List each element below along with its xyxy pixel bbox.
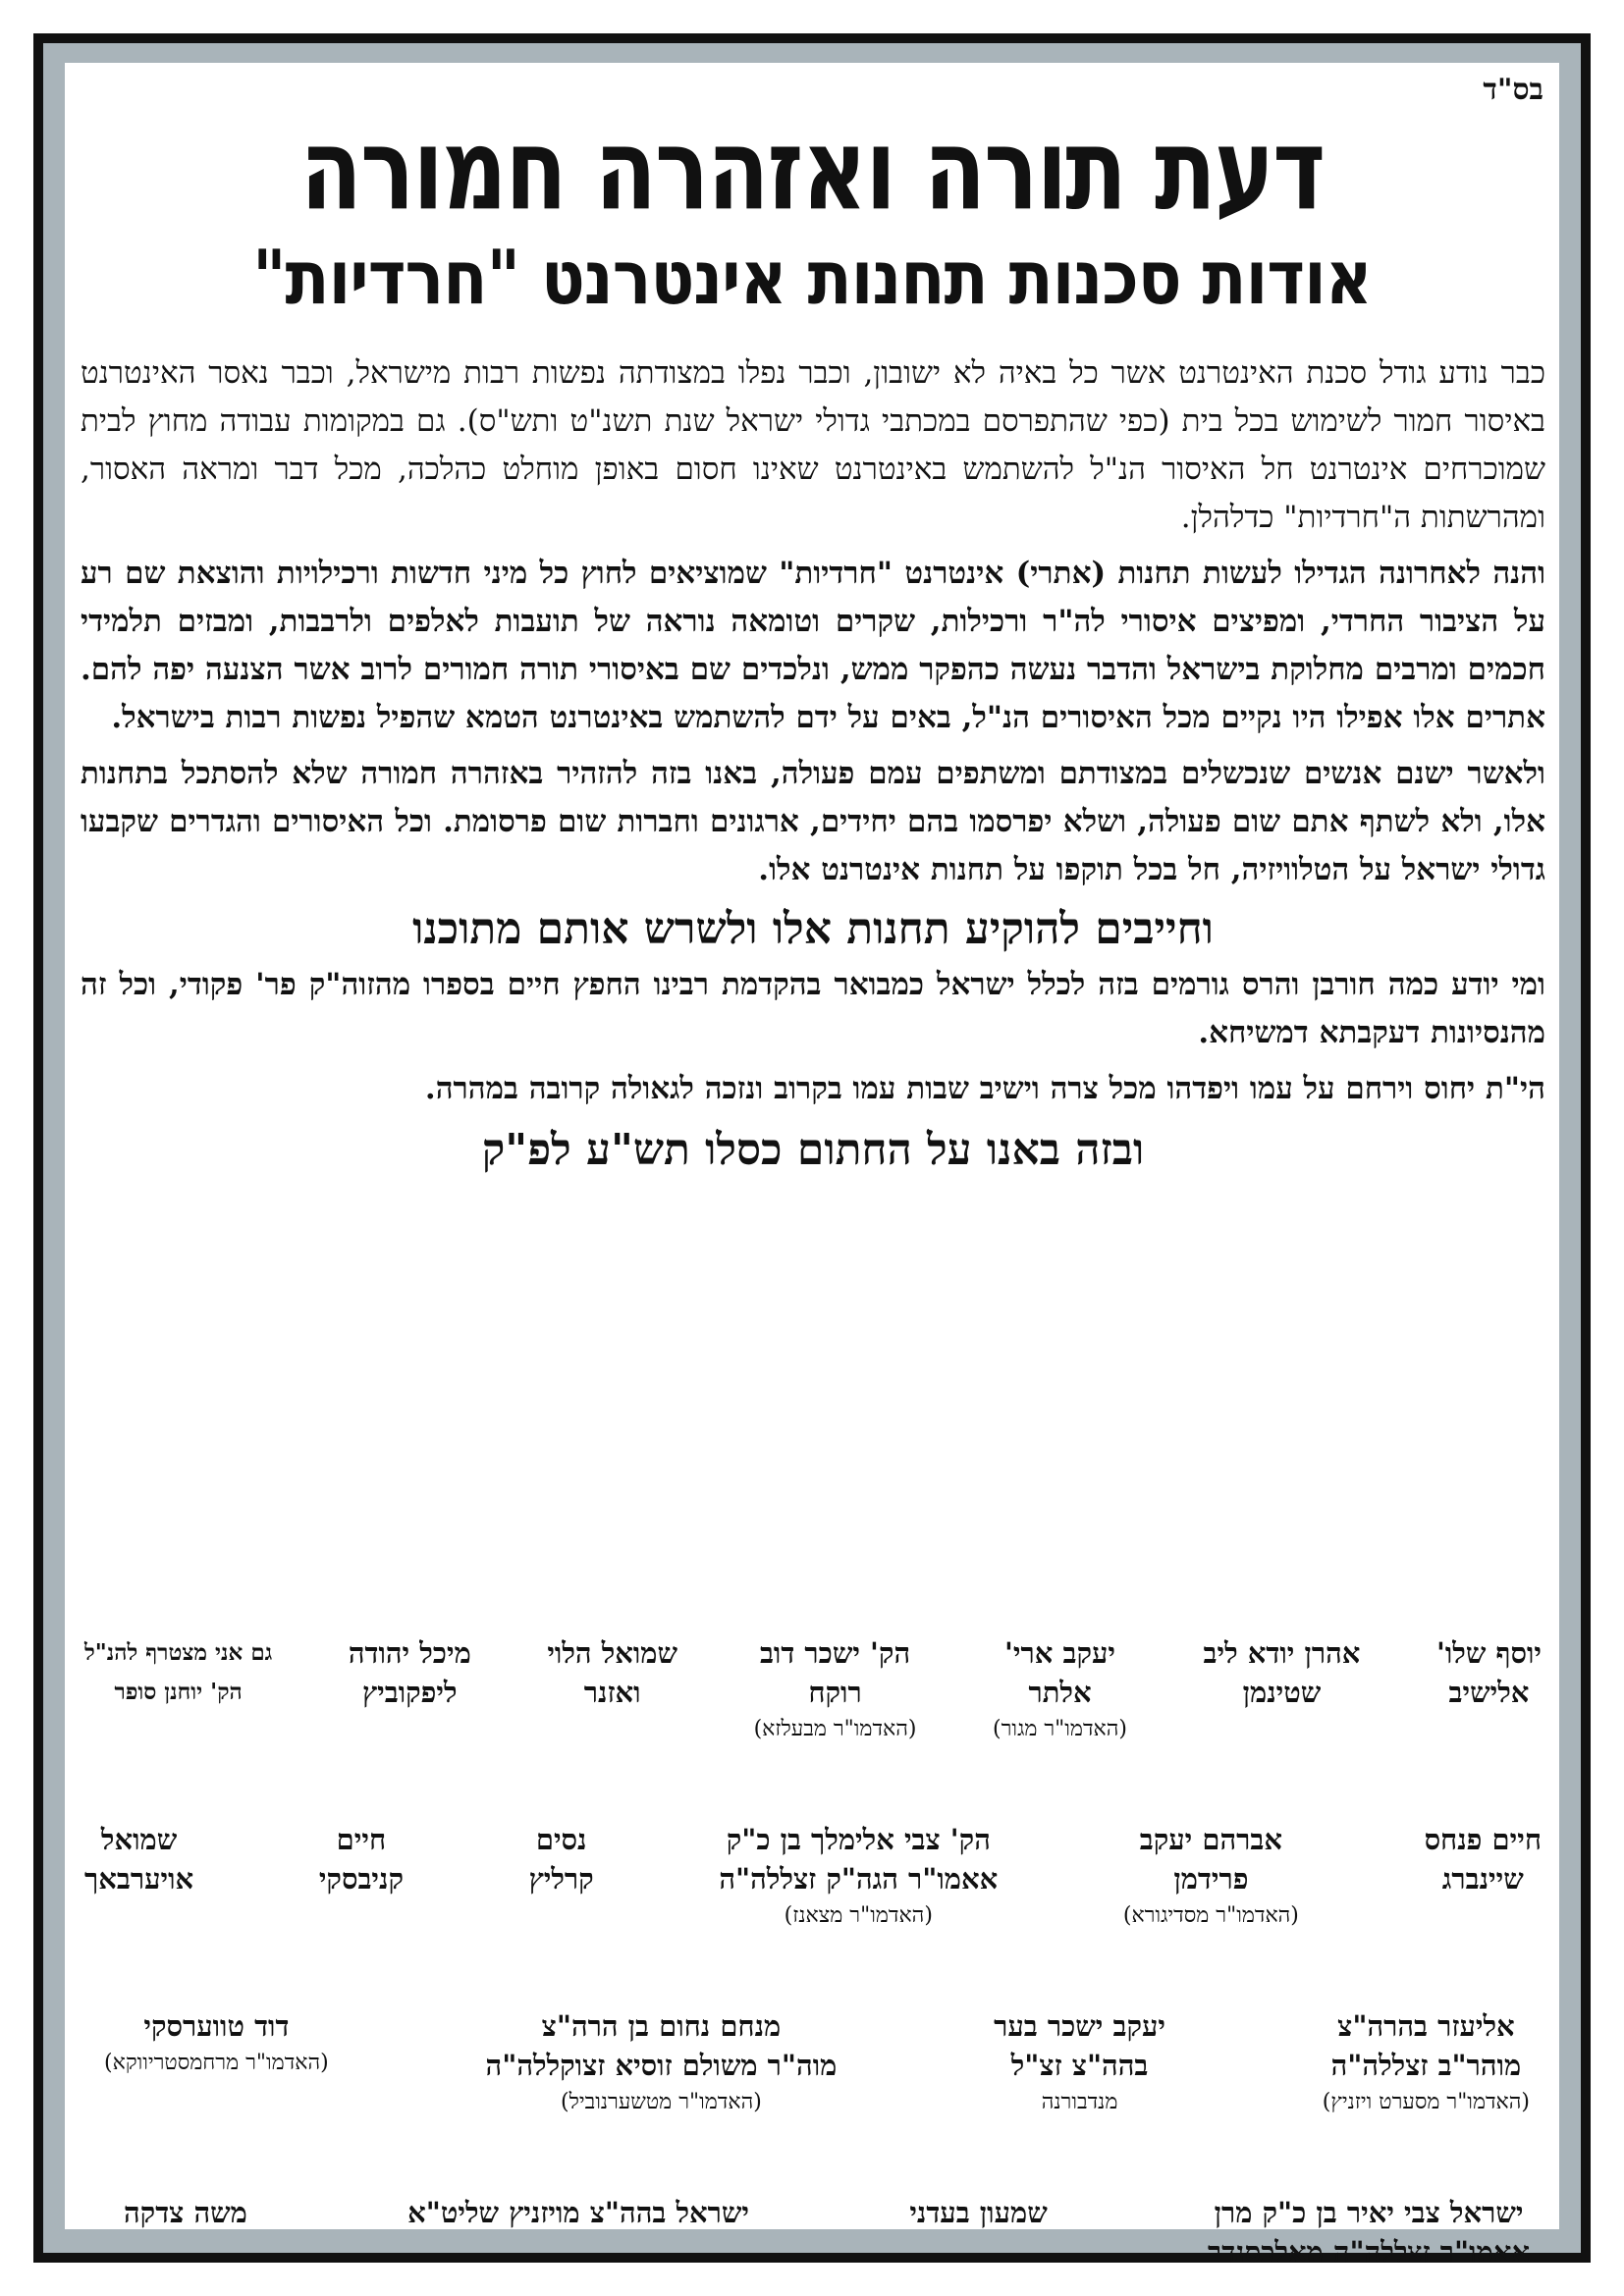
outer-border	[33, 33, 1591, 2269]
signature: גם אני מצטרף להנ"ל הק' יוחנן סופר	[84, 1639, 273, 1705]
signature: אהרן יודא ליב שטינמן	[1203, 1636, 1361, 1709]
signature: ישראל בהה"צ מויזניץ שליט"א	[407, 2196, 750, 2229]
signature: הק' צבי אלימלך בן כ"ק אאמו"ר הגה"ק זצללה"ה (האדמו"ר מצאנז)	[719, 1823, 999, 1928]
signature: משה צדקה	[124, 2196, 247, 2229]
signature: שמואל אויערבאך	[84, 1823, 194, 1896]
signature-row-1	[84, 1633, 1542, 1747]
center-heading: וחייבים להוקיע תחנות אלו ולשרש אותם מתוכנו	[412, 904, 1214, 954]
closing-line: ובזה באנו על החתום כסלו תש"ע לפ"ק	[481, 1125, 1145, 1175]
notice-page	[65, 63, 1559, 2269]
paragraph-5: הי"ת יחוס וירחם על עמו ויפדהו מכל צרה וישיב שבות עמו בקרוב ונזכה לגאולה קרובה במהרה.	[424, 1071, 1545, 1106]
signature-row-2	[84, 1820, 1542, 1934]
body-text	[81, 349, 1545, 1178]
signature: מיכל יהודה ליפקוביץ	[348, 1636, 471, 1709]
signature: אברהם יעקב פרידמן (האדמו"ר מסדיגורא)	[1122, 1823, 1299, 1928]
paragraph-1: כבר נודע גודל סכנת האינטרנט אשר כל באיה לא ישובון, וכבר נפלו במצודתה נפשות רבות מישראל, וכבר נאסר האינטרנט באיסור חמור לשימוש בכל בית (כפי שהתפרסם במכתבי גדולי ישראל שנת תשנ"ט ותש"ס). גם במקומות עבודה מחוץ לבית שמוכרחים אינטרנט חל האיסור הנ"ל להשתמש באינטרנט שאינו חסום באופן מוחלט כהלכה, מכל דבר ומראה האסור, ומהרשתות ה"חרדיות" כדלהלן.	[81, 355, 1545, 535]
signature: הק' ישכר דוב רוקח (האדמו"ר מבעלזא)	[753, 1636, 917, 1741]
paragraph-2: והנה לאחרונה הגדילו לעשות תחנות (אתרי) אינטרנט "חרדיות" שמוציאים לחוץ כל מיני חדשות ורכילויות והוצאת שם רע על הציבור החרדי, ומפיצים איסורי לה"ר ורכילות, שקרים וטומאה נוראה של תועבות לאלפים ולרבבות, ומבזים תלמידי חכמים ומרבים מחלוקת בישראל והדבר נעשה כהפקר ממש, ונלכדים שם באיסורי תורה חמורים לרוב אשר הצנעה יפה להם. אתרים אלו אפילו היו נקיים מכל האיסורים הנ"ל, באים על ידם להשתמש באינטרנט הטמא שהפיל נפשות רבות בישראל.	[81, 556, 1545, 735]
signature: אליעזר בהרה"צ מוהר"ב זצללה"ה (האדמו"ר מסערט ויזניץ)	[1322, 2009, 1530, 2114]
signature: יוסף שלו' אלישיב	[1435, 1636, 1542, 1709]
signature: חיים קניבסקי	[318, 1823, 404, 1896]
signature: נסים קרליץ	[528, 1823, 594, 1896]
signature: יעקב ארי' אלתר (האדמו"ר מגור)	[993, 1636, 1127, 1741]
signature-row-3	[104, 2006, 1530, 2120]
bsd-mark: בס"ד	[1483, 73, 1543, 107]
signature: דוד טווערסקי (האדמו"ר מרחמסטריווקא)	[104, 2009, 329, 2075]
paragraph-3: ולאשר ישנם אנשים שנכשלים במצודתם ומשתפים עמם פעולה, באנו בזה להזהיר באזהרה חמורה שלא להסתכל בתחנות אלו, ולא לשתף אתם שום פעולה, ושלא יפרסמו בהם יחידים, ארגונים וחברות שום פרסומת. וכל האיסורים והגדרים שקבעו גדולי ישראל על הטלוויזיה, חל בכל תוקפו על תחנות אינטרנט אלו.	[81, 756, 1545, 887]
signature: יעקב ישכר בער בהה"צ זצ"ל מנדבורנה	[994, 2009, 1166, 2114]
page-title: דעת תורה ואזהרה חמורה	[299, 104, 1325, 236]
paragraph-4: ומי יודע כמה חורבן והרס גורמים בזה לכלל ישראל כמבואר בהקדמת רבינו החפץ חיים בספרו מהזוה"ק פר' פקודי, וכל זה מהנסיונות דעקבתא דמשיחא.	[81, 967, 1545, 1050]
signature-row-4	[124, 2193, 1530, 2271]
signature: מנחם נחום בן הרה"צ מוה"ר משולם זוסיא זצוקללה"ה (האדמו"ר מטשערנוביל)	[485, 2009, 838, 2114]
page-subtitle: אודות סכנות תחנות אינטרנט "חרדיות"	[252, 235, 1372, 322]
signature: שמעון בעדני	[909, 2196, 1048, 2229]
signature: ישראל צבי יאיר בן כ"ק מרן אאמו"ר זצללה"ה מאלכסנדר	[1208, 2196, 1530, 2269]
signature: חיים פנחס שיינברג	[1424, 1823, 1542, 1896]
signature: שמואל הלוי ואזנר	[547, 1636, 678, 1709]
gray-border	[43, 43, 1581, 2269]
